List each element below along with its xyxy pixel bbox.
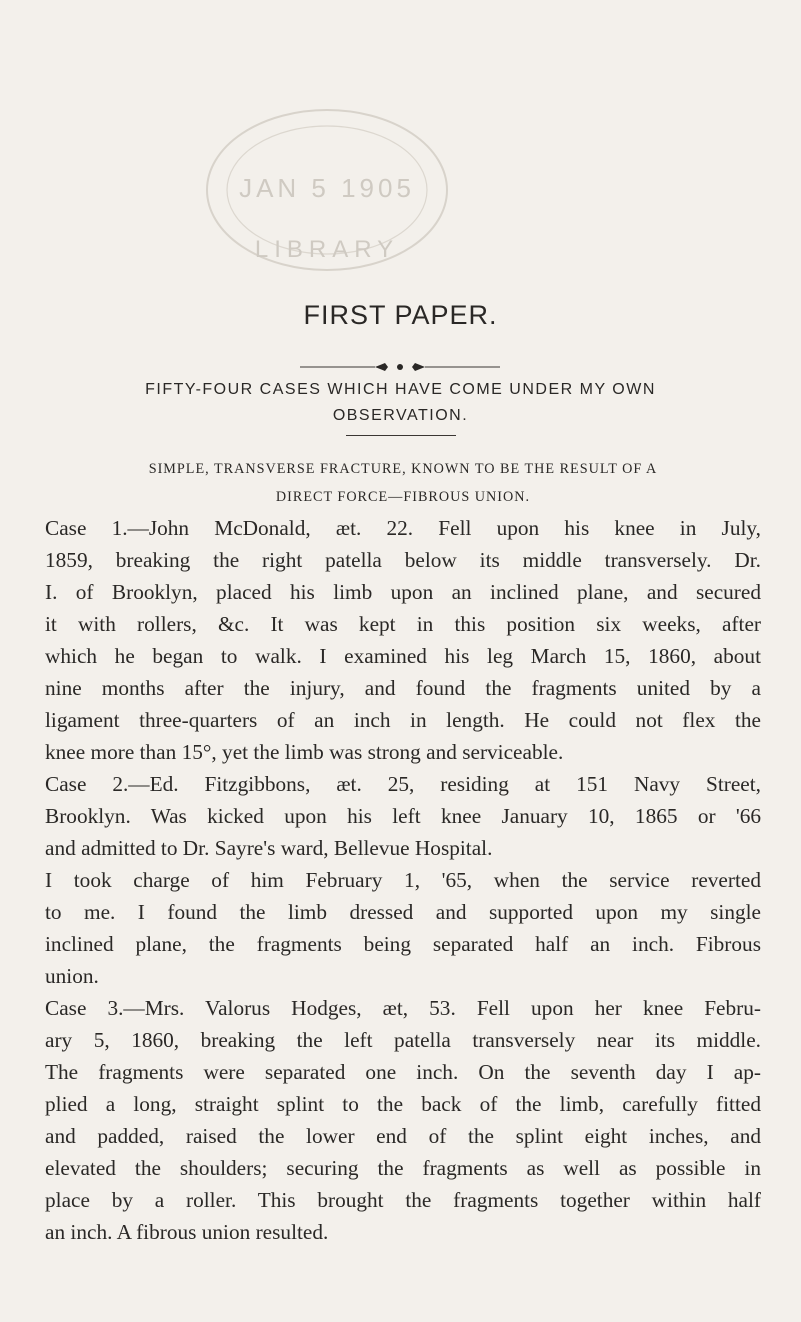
body-line: and admitted to Dr. Sayre's ward, Bellevue Hospital.	[45, 836, 493, 860]
body-line: 1859, breaking the right patella below its middle transversely. Dr.	[45, 548, 761, 572]
subtitle	[40, 377, 761, 429]
body-line: it with rollers, &c. It was kept in this position six weeks, after	[45, 612, 761, 636]
subtitle-line-2: OBSERVATION.	[332, 407, 469, 424]
library-stamp	[187, 95, 467, 295]
body-line: I took charge of him February 1, '65, when the service reverted	[45, 868, 761, 892]
stamp-seal-icon	[187, 95, 467, 295]
section-heading-line-1: SIMPLE, TRANSVERSE FRACTURE, KNOWN TO BE THE RESULT OF A	[148, 461, 658, 477]
body-line: Case 2.—Ed. Fitzgibbons, æt. 25, residing at 151 Navy Street,	[45, 772, 761, 796]
body-line: which he began to walk. I examined his leg March 15, 1860, about	[45, 644, 761, 668]
ornament-divider	[290, 357, 510, 377]
body-line: place by a roller. This brought the fragments together within half	[45, 1188, 761, 1212]
body-line: an inch. A fibrous union resulted.	[45, 1220, 329, 1244]
page-title: FIRST PAPER.	[303, 300, 498, 330]
ornament-icon	[290, 357, 510, 377]
section-heading-line-2: DIRECT FORCE—FIBROUS UNION.	[275, 489, 531, 505]
body-line: elevated the shoulders; securing the fragments as well as possible in	[45, 1156, 761, 1180]
body-line: Case 1.—John McDonald, æt. 22. Fell upon his knee in July,	[45, 516, 761, 540]
body-line: union.	[45, 964, 99, 988]
body-line: Case 3.—Mrs. Valorus Hodges, æt, 53. Fell upon her knee Febru-	[45, 996, 761, 1020]
stamp-date: JAN 5 1905	[239, 173, 415, 203]
body-line: knee more than 15°, yet the limb was strong and serviceable.	[45, 740, 564, 764]
body-text	[45, 512, 761, 1248]
body-line: Brooklyn. Was kicked upon his left knee January 10, 1865 or '66	[45, 804, 761, 828]
body-line: ligament three-quarters of an inch in length. He could not flex the	[45, 708, 761, 732]
subtitle-line-1: FIFTY-FOUR CASES WHICH HAVE COME UNDER MY OWN	[145, 381, 656, 398]
body-line: and padded, raised the lower end of the splint eight inches, and	[45, 1124, 761, 1148]
body-line: inclined plane, the fragments being separated half an inch. Fibrous	[45, 932, 761, 956]
body-line: plied a long, straight splint to the back of the limb, carefully fitted	[45, 1092, 761, 1116]
body-line: I. of Brooklyn, placed his limb upon an inclined plane, and secured	[45, 580, 761, 604]
body-line: nine months after the injury, and found the fragments united by a	[45, 676, 761, 700]
body-line: The fragments were separated one inch. On the seventh day I ap-	[45, 1060, 761, 1084]
divider-rule	[346, 435, 456, 436]
body-line: ary 5, 1860, breaking the left patella transversely near its middle.	[45, 1028, 761, 1052]
stamp-library: LIBRARY	[254, 236, 400, 263]
section-heading	[45, 455, 761, 511]
body-line: to me. I found the limb dressed and supported upon my single	[45, 900, 761, 924]
